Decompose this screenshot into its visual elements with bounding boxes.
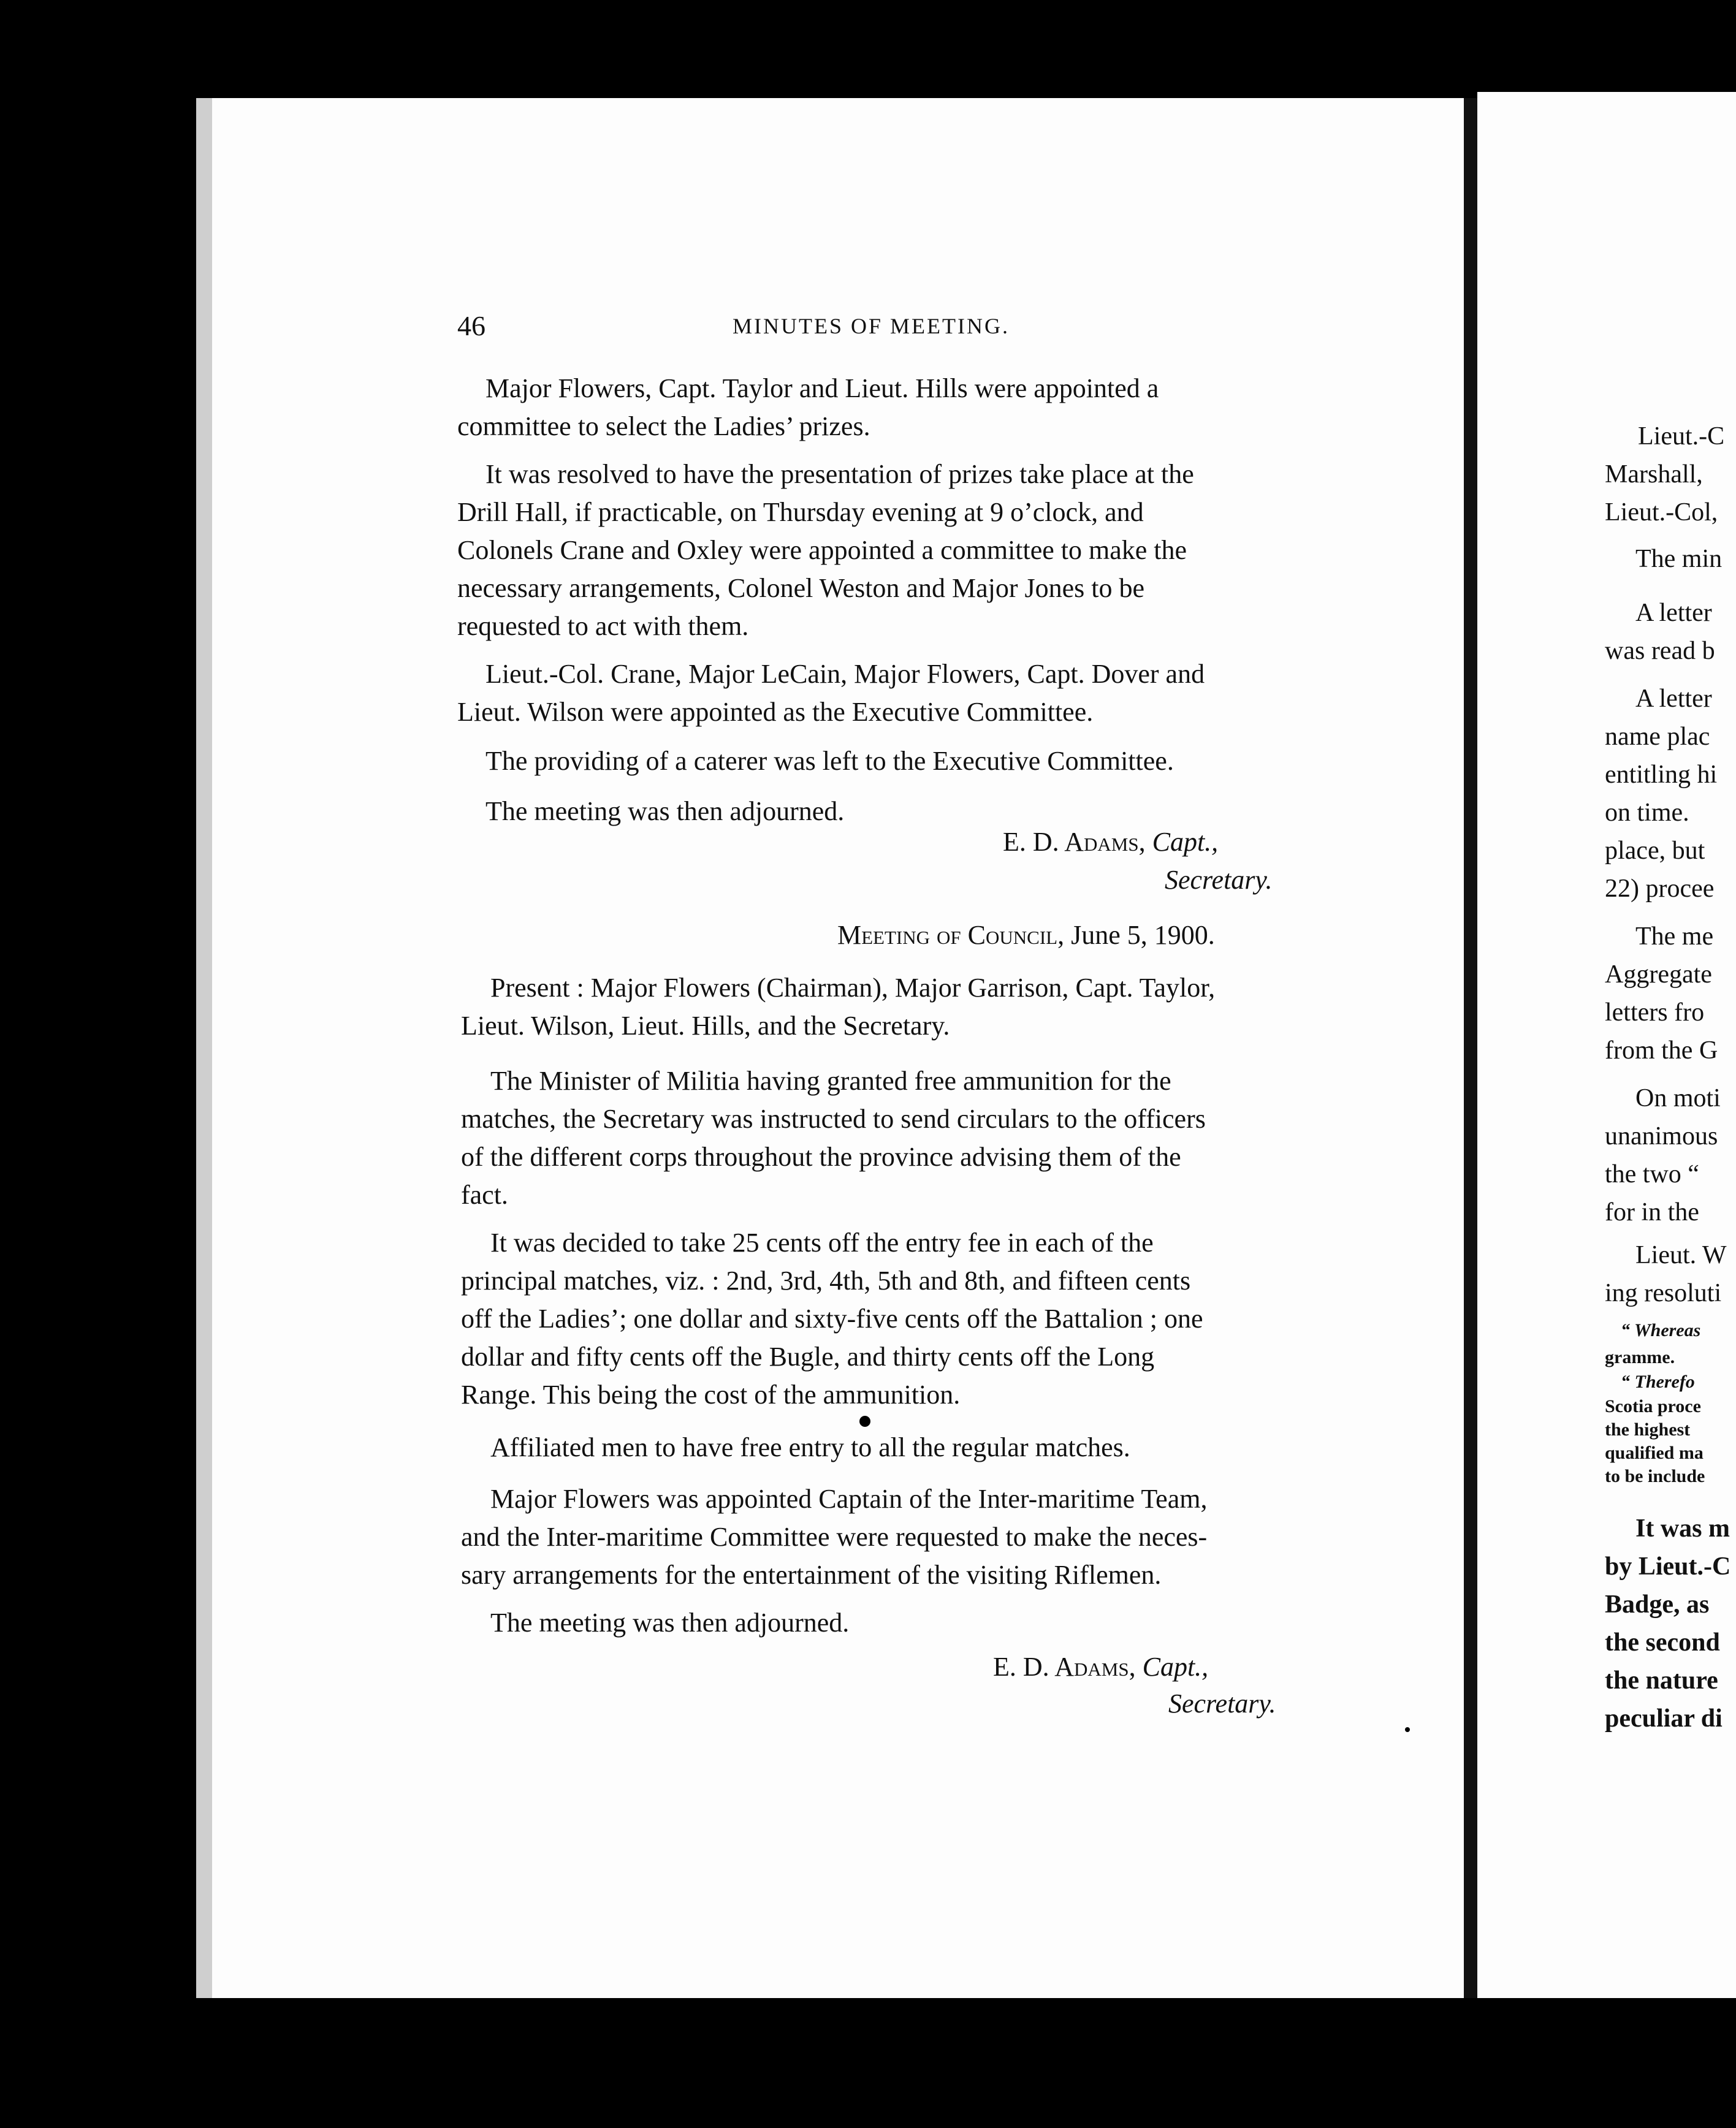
paragraph-line: Drill Hall, if practicable, on Thursday evening at 9 o’clock, and — [457, 497, 1144, 527]
right-page-line: Lieut.-C — [1638, 422, 1725, 450]
paragraph-line: sary arrangements for the entertainment of the visiting Riflemen. — [461, 1560, 1162, 1590]
right-page-line: A letter — [1635, 599, 1712, 627]
paragraph-line: The meeting was then adjourned. — [490, 1608, 850, 1638]
paragraph-line: and the Inter-maritime Committee were requested to make the neces- — [461, 1522, 1208, 1552]
paragraph-line: of the different corps throughout the province advising them of the — [461, 1142, 1181, 1172]
right-page-line: On moti — [1635, 1084, 1721, 1112]
paragraph-line: committee to select the Ladies’ prizes. — [457, 411, 870, 441]
paragraph-line: Lieut. Wilson were appointed as the Executive Committee. — [457, 697, 1094, 727]
paragraph-line: Major Flowers was appointed Captain of the Inter-maritime Team, — [490, 1484, 1208, 1514]
running-head: MINUTES OF MEETING. — [733, 314, 1010, 338]
right-page-line: Aggregate — [1605, 960, 1712, 989]
right-page-line: The me — [1635, 922, 1714, 951]
right-page-line: entitling hi — [1605, 761, 1718, 789]
paragraph-line: Major Flowers, Capt. Taylor and Lieut. Hills were appointed a — [485, 373, 1159, 403]
paragraph-line: The providing of a caterer was left to the Executive Committee. — [485, 746, 1174, 776]
paragraph-line: Range. This being the cost of the ammunition. — [461, 1380, 961, 1410]
right-page-bold-line: Badge, as — [1605, 1590, 1710, 1619]
right-page-line: letters fro — [1605, 998, 1705, 1027]
right-page-line: Lieut.-Col, — [1605, 498, 1718, 526]
right-page-line: from the G — [1605, 1036, 1718, 1065]
signature-rank: Capt., — [1152, 827, 1219, 857]
right-page-small-line: Scotia proce — [1605, 1396, 1701, 1416]
right-page-small-line: “ Whereas — [1621, 1320, 1701, 1340]
right-page-line: name plac — [1605, 723, 1710, 751]
right-page-small-line: gramme. — [1605, 1347, 1675, 1367]
meeting-heading-line — [837, 922, 1215, 949]
paragraph-line: necessary arrangements, Colonel Weston and Major Jones to be — [457, 573, 1145, 603]
paragraph-line: The Minister of Militia having granted free ammunition for the — [490, 1066, 1171, 1096]
right-page-line: ing resoluti — [1605, 1279, 1722, 1307]
right-page-bold-line: by Lieut.-C — [1605, 1552, 1731, 1581]
right-page-line: unanimous — [1605, 1122, 1718, 1150]
signature-rank: Capt., — [1142, 1652, 1209, 1682]
ink-speck — [859, 1416, 870, 1427]
paragraph-line: The meeting was then adjourned. — [485, 796, 845, 826]
paragraph-line: It was resolved to have the presentation of prizes take place at the — [485, 459, 1194, 489]
paragraph-line: dollar and fifty cents off the Bugle, and thirty cents off the Long — [461, 1342, 1155, 1372]
right-page-small-line: “ Therefo — [1621, 1372, 1695, 1392]
right-page-line: Lieut. W — [1635, 1241, 1727, 1269]
right-page-line: place, but — [1605, 837, 1705, 865]
signature-name: E. D. Adams, — [993, 1652, 1136, 1682]
right-page-line: the two “ — [1605, 1160, 1699, 1188]
right-page-small-line: qualified ma — [1605, 1443, 1704, 1463]
right-page-bold-line: the nature — [1605, 1666, 1718, 1695]
paragraph-line: It was decided to take 25 cents off the entry fee in each of the — [490, 1228, 1154, 1258]
signature-title: Secretary. — [1168, 1689, 1276, 1719]
right-page-line: on time. — [1605, 799, 1689, 827]
right-page-bold-line: the second — [1605, 1628, 1720, 1657]
page-edge — [196, 98, 212, 1998]
paragraph-line: Affiliated men to have free entry to all the regular matches. — [490, 1432, 1130, 1462]
signature-line — [993, 1654, 1208, 1681]
paragraph-line: Present : Major Flowers (Chairman), Major Garrison, Capt. Taylor, — [490, 973, 1216, 1003]
right-page-line: 22) procee — [1605, 875, 1715, 903]
right-page-line: The min — [1635, 545, 1723, 573]
right-page-line: for in the — [1605, 1198, 1699, 1226]
paragraph-line: requested to act with them. — [457, 611, 749, 641]
paragraph-line: fact. — [461, 1180, 508, 1210]
paragraph-line: principal matches, viz. : 2nd, 3rd, 4th, 5th and 8th, and fifteen cents — [461, 1266, 1191, 1296]
right-page-line: was read b — [1605, 637, 1715, 665]
meeting-date: June 5, 1900. — [1071, 920, 1215, 950]
paragraph-line: Colonels Crane and Oxley were appointed a committee to make the — [457, 535, 1187, 565]
signature-name: E. D. Adams, — [1003, 827, 1146, 857]
right-page-bold-line: It was m — [1635, 1514, 1730, 1543]
paragraph-line: off the Ladies’; one dollar and sixty-five cents off the Battalion ; one — [461, 1304, 1203, 1334]
page-number: 46 — [457, 310, 485, 341]
right-page-small-line: the highest — [1605, 1419, 1691, 1440]
right-page-small-line: to be include — [1605, 1466, 1705, 1486]
paragraph-line: Lieut.-Col. Crane, Major LeCain, Major Flowers, Capt. Dover and — [485, 659, 1205, 689]
paragraph-line: Lieut. Wilson, Lieut. Hills, and the Secretary. — [461, 1011, 950, 1041]
right-page-bold-line: peculiar di — [1605, 1704, 1723, 1733]
ink-speck — [1405, 1727, 1410, 1732]
right-page-line: A letter — [1635, 685, 1712, 713]
right-page-line: Marshall, — [1605, 460, 1703, 488]
paragraph-line: matches, the Secretary was instructed to send circulars to the officers — [461, 1104, 1206, 1134]
signature-title: Secretary. — [1165, 865, 1273, 895]
signature-line — [1003, 829, 1218, 856]
book-spine — [1464, 98, 1477, 1998]
meeting-heading: Meeting of Council, — [837, 920, 1065, 950]
